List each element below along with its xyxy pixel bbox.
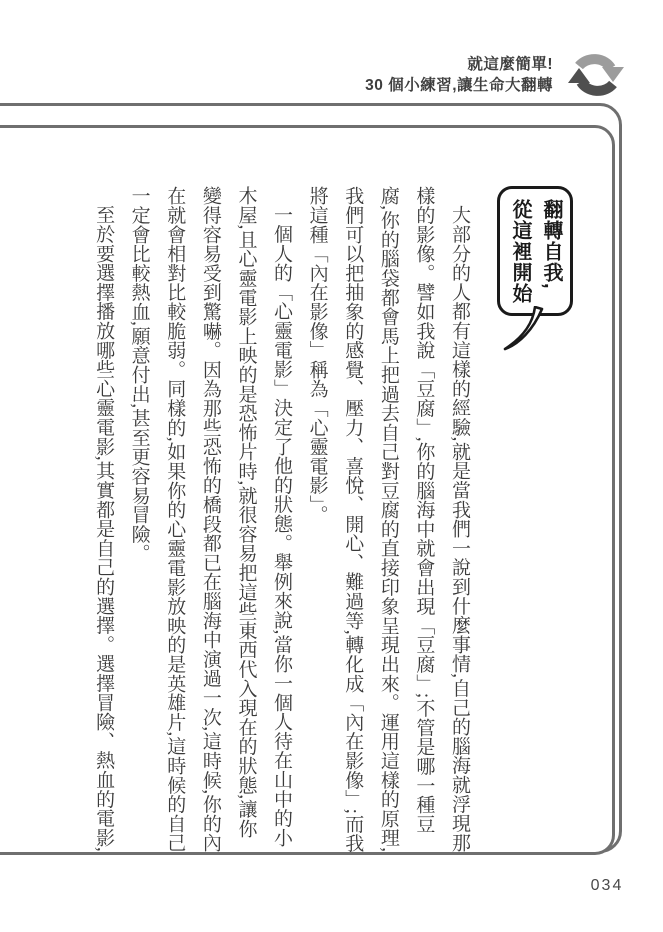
paragraph-1: 大部分的人都有這樣的經驗,就是當我們一說到什麼事情,自己的腦海就浮現那樣的影像。譬如我說「豆腐」,你的腦海中就會出現「豆腐」;不管是哪一種豆腐,你的腦袋都會馬上把過去自己對豆腐的直接印象呈現出來。運用這樣的原理,我們可以把抽象的感覺、壓力、喜悅、開心、難過等,轉化成「內在影像」;而我將這種「內在影像」稱為「心靈電影」。: [306, 186, 470, 853]
body-text: [83, 186, 477, 854]
header-tagline: 就這麼簡單!: [467, 56, 553, 73]
callout-line-2: 從這裡開始: [509, 199, 531, 304]
callout-bubble-tail-icon: [501, 306, 551, 352]
header-subtitle: 30 個小練習,讓生命大翻轉: [365, 77, 553, 94]
callout-bubble: [497, 186, 573, 316]
callout-line-1: 翻轉自我,: [540, 199, 562, 290]
paragraph-3: 至於要選擇播放哪些心靈電影,其實都是自己的選擇。選擇冒險、熱血的電影,: [93, 205, 115, 852]
callout-text: [504, 199, 566, 304]
page-header: [365, 46, 627, 104]
page-number: 034: [590, 877, 624, 894]
header-text: [365, 54, 553, 96]
paragraph-2: 一個人的「心靈電影」決定了他的狀態。舉例來說,當你一個人待在山中的小木屋,且心靈電影上映的是恐怖片時,就很容易把這些東西代入現在的狀態,讓你變得容易受到驚嚇。因為那些恐怖的橋段都已在腦海中演過一次,這時候,你的內在就會相對比較脆弱。同樣的,如果你的心靈電影放映的是英雄片,這時候的自己一定會比較熱血,願意付出,甚至更容易冒險。: [128, 186, 293, 853]
cycle-arrows-icon: [565, 46, 627, 104]
